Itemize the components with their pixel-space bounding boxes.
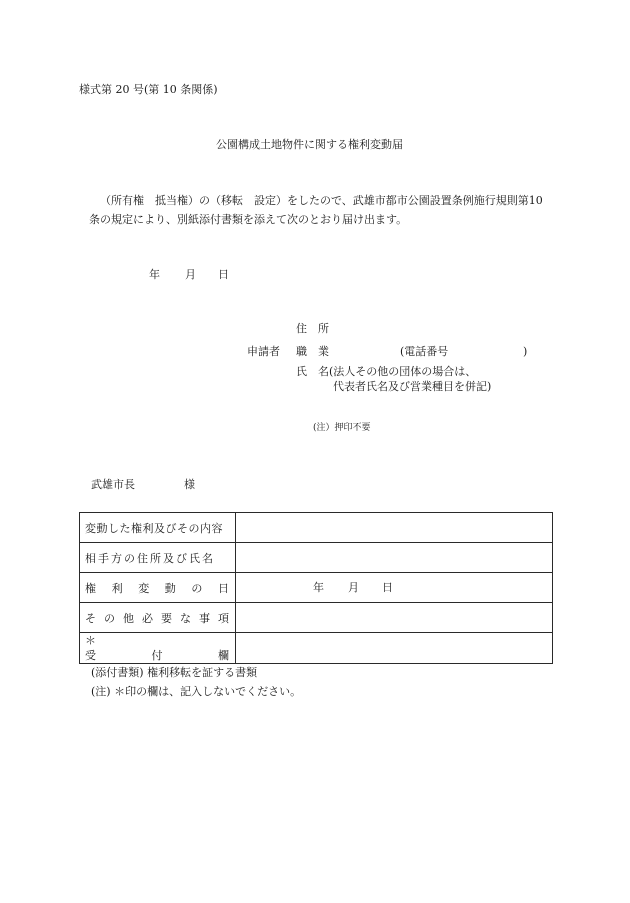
table-row (80, 573, 553, 603)
label-char: な (180, 611, 191, 625)
label-char: 権 (85, 581, 96, 595)
row-label-counterparty: 相手方の住所及び氏名 (80, 543, 236, 573)
table-year-label: 年 (313, 581, 324, 594)
remark-note: (注) ＊印の欄は、記入しないでください。 (91, 685, 302, 698)
value-change-date[interactable] (236, 573, 553, 603)
label-char: 動 (164, 581, 176, 595)
table-row (80, 633, 553, 664)
attachment-note: (添付書類) 権利移転を証する書類 (91, 666, 258, 679)
row-label-reception (80, 633, 236, 664)
value-counterparty[interactable] (236, 543, 553, 573)
label-char: 他 (123, 611, 134, 625)
phone-label: (電話番号 (400, 345, 449, 358)
table-row (80, 513, 553, 543)
name-label: 氏 名(法人その他の団体の場合は、 (296, 365, 477, 378)
label-char: の (191, 581, 203, 595)
table-day-label: 日 (382, 581, 393, 594)
name-note: 代表者氏名及び営業種目を併記) (333, 380, 492, 393)
date-year-label: 年 (149, 268, 160, 281)
body-text-line-2: 条の規定により、別紙添付書類を添えて次のとおり届け出ます。 (89, 213, 408, 226)
body-text-line-1: （所有権 抵当権）の（移転 設定）をしたので、武雄市都市公園設置条例施行規則第10 (100, 194, 543, 207)
honorific: 様 (184, 478, 195, 491)
occupation-label: 職 業 (296, 345, 329, 358)
form-table (79, 512, 553, 664)
label-char: 項 (218, 611, 229, 625)
row-label-change-date (80, 573, 236, 603)
label-char: 欄 (218, 649, 229, 662)
date-day-label: 日 (218, 268, 229, 281)
row-label-other (80, 603, 236, 633)
value-reception (236, 633, 553, 664)
table-row (80, 543, 553, 573)
label-char: 必 (142, 611, 153, 625)
mayor-addressee: 武雄市長 (91, 478, 135, 491)
value-other[interactable] (236, 603, 553, 633)
applicant-label: 申請者 (247, 345, 280, 358)
form-number: 様式第 20 号(第 10 条関係) (79, 83, 218, 96)
value-rights-changed[interactable] (236, 513, 553, 543)
label-char: 事 (199, 611, 210, 625)
label-char: 利 (111, 581, 123, 595)
table-row (80, 603, 553, 633)
label-char: 付 (151, 649, 163, 662)
label-char: 受 (85, 649, 96, 662)
label-char: そ (85, 611, 96, 625)
row-label-rights-changed: 変動した権利及びその内容 (80, 513, 236, 543)
label-char: の (104, 611, 115, 625)
label-char: 日 (217, 581, 229, 595)
date-month-label: 月 (185, 268, 196, 281)
seal-note: (注）押印不要 (313, 423, 371, 433)
table-month-label: 月 (348, 581, 359, 594)
label-char: 変 (138, 581, 150, 595)
phone-close: ) (523, 345, 528, 358)
label-char: 要 (161, 611, 172, 625)
reception-asterisk: ＊ (85, 634, 96, 647)
document-title: 公園構成土地物件に関する権利変動届 (216, 138, 403, 151)
address-label: 住 所 (296, 322, 329, 335)
